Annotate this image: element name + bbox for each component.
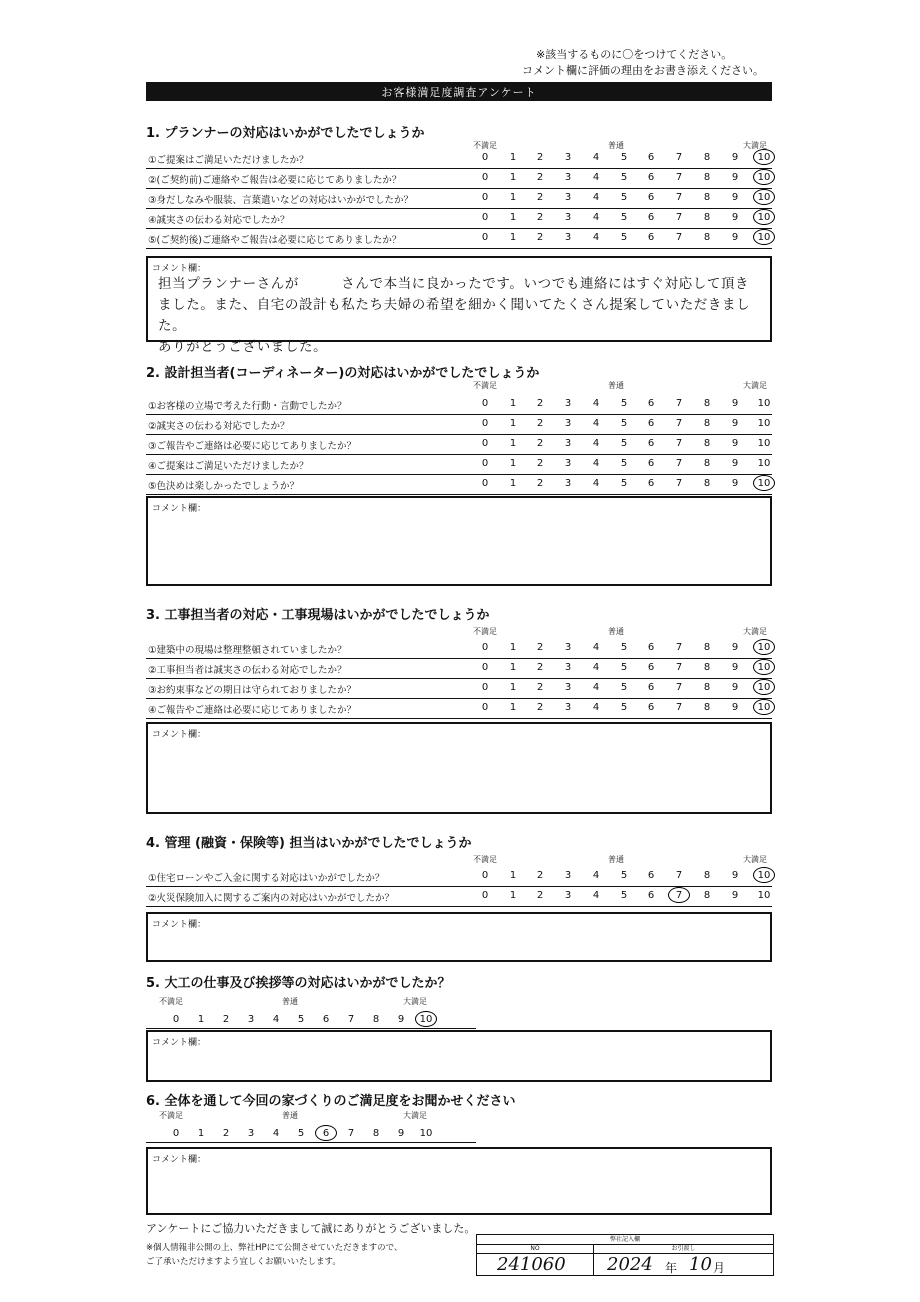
rating-option[interactable]: 9 <box>731 642 739 653</box>
rating-option[interactable]: 8 <box>372 1014 380 1025</box>
question-row <box>146 658 772 679</box>
scale-underline <box>146 1028 476 1029</box>
rating-option[interactable]: 0 <box>481 662 489 673</box>
rating-option[interactable]: 9 <box>731 438 739 449</box>
rating-option[interactable]: 2 <box>536 682 544 693</box>
rating-option[interactable]: 3 <box>564 232 572 243</box>
scale-label-mid: 普通 <box>282 1111 298 1120</box>
question-row <box>146 678 772 699</box>
question-text: ②工事担当者は誠実さの伝わる対応でしたか？ <box>148 665 347 676</box>
rating-option[interactable]: 7 <box>675 152 683 163</box>
rating-option[interactable]: 5 <box>620 458 628 469</box>
rating-option[interactable]: 1 <box>509 212 517 223</box>
question-text: ④ご報告やご連絡は必要に応じてありましたか？ <box>148 705 357 716</box>
rating-option[interactable]: 7 <box>675 212 683 223</box>
question-text: ①住宅ローンやご入金に関する対応はいかがでしたか？ <box>148 873 385 884</box>
rating-option[interactable]: 0 <box>172 1128 180 1139</box>
rating-option[interactable]: 0 <box>481 682 489 693</box>
record-number: 241060 <box>497 1254 566 1275</box>
section-1-comment-box[interactable] <box>146 256 772 355</box>
rating-option[interactable]: 4 <box>592 662 600 673</box>
rating-option[interactable]: 9 <box>731 398 739 409</box>
rating-option[interactable]: 1 <box>509 438 517 449</box>
rating-option[interactable]: 8 <box>703 192 711 203</box>
rating-option[interactable]: 1 <box>509 682 517 693</box>
section-6-title: 6. 全体を通して今回の家づくりのご満足度をお聞かせください <box>146 1094 516 1109</box>
rating-option[interactable]: 2 <box>222 1128 230 1139</box>
scale-label-mid: 普通 <box>608 381 624 390</box>
rating-option[interactable]: 1 <box>509 662 517 673</box>
rating-option[interactable]: 2 <box>536 152 544 163</box>
section-4-comment-box[interactable] <box>146 912 772 962</box>
rating-option[interactable]: 1 <box>509 192 517 203</box>
question-text: ⑤色決めは楽しかったでしょうか？ <box>148 481 300 492</box>
scale-label-low: 不満足 <box>473 141 497 150</box>
privacy-note-2: ご了承いただけますよう宜しくお願いいたします。 <box>146 1257 341 1267</box>
rating-option[interactable]: 8 <box>703 458 711 469</box>
scale-label-mid: 普通 <box>282 997 298 1006</box>
rating-option[interactable]: 5 <box>620 702 628 713</box>
rating-option[interactable]: 3 <box>564 890 572 901</box>
rating-option[interactable]: 4 <box>592 192 600 203</box>
rating-option[interactable]: 6 <box>647 192 655 203</box>
comment-label: コメント欄： <box>152 1155 207 1165</box>
rating-option[interactable]: 5 <box>620 438 628 449</box>
section-5-title: 5. 大工の仕事及び挨拶等の対応はいかがでしたか？ <box>146 976 451 991</box>
comment-label: コメント欄： <box>152 920 207 930</box>
rating-option[interactable]: 2 <box>536 172 544 183</box>
rating-option-selected[interactable]: 10 <box>753 229 775 245</box>
rating-option[interactable]: 4 <box>592 438 600 449</box>
rating-option-selected[interactable]: 7 <box>668 887 690 903</box>
rating-option[interactable]: 7 <box>675 192 683 203</box>
rating-option-selected[interactable]: 10 <box>753 189 775 205</box>
rating-option[interactable]: 7 <box>675 682 683 693</box>
section-1-title: 1. プランナーの対応はいかがでしたでしょうか <box>146 126 425 141</box>
rating-option[interactable]: 3 <box>564 172 572 183</box>
rating-option[interactable]: 9 <box>731 418 739 429</box>
rating-option[interactable]: 8 <box>703 478 711 489</box>
rating-option[interactable]: 6 <box>647 682 655 693</box>
rating-option[interactable]: 5 <box>620 418 628 429</box>
rating-option[interactable]: 0 <box>481 398 489 409</box>
section-1-comment-text <box>158 274 762 358</box>
rating-option[interactable]: 5 <box>620 192 628 203</box>
rating-option[interactable]: 5 <box>620 682 628 693</box>
rating-option[interactable]: 8 <box>703 232 711 243</box>
rating-option[interactable]: 0 <box>481 192 489 203</box>
question-row <box>146 454 772 475</box>
rating-option[interactable]: 0 <box>481 870 489 881</box>
rating-option[interactable]: 2 <box>536 212 544 223</box>
question-text: ①ご提案はご満足いただけましたか？ <box>148 155 309 166</box>
rating-option[interactable]: 2 <box>536 702 544 713</box>
question-text: ③身だしなみや服装、言葉遣いなどの対応はいかがでしたか？ <box>148 195 414 206</box>
rating-option[interactable]: 5 <box>297 1128 305 1139</box>
rating-option-selected[interactable]: 10 <box>753 659 775 675</box>
rating-option[interactable]: 9 <box>397 1014 405 1025</box>
rating-option[interactable]: 8 <box>703 702 711 713</box>
rating-option[interactable]: 9 <box>731 478 739 489</box>
question-text: ②誠実さの伝わる対応でしたか？ <box>148 421 290 432</box>
rating-option[interactable]: 6 <box>647 398 655 409</box>
rating-option[interactable]: 4 <box>592 398 600 409</box>
survey-title: お客様満足度調査アンケート <box>146 82 772 101</box>
year-unit: 年 <box>665 1261 678 1275</box>
rating-option[interactable]: 0 <box>172 1014 180 1025</box>
rating-option[interactable]: 4 <box>592 232 600 243</box>
rating-option[interactable]: 6 <box>647 438 655 449</box>
rating-option[interactable]: 1 <box>509 152 517 163</box>
comment-label: コメント欄： <box>152 1038 207 1048</box>
rating-option[interactable]: 9 <box>731 458 739 469</box>
rating-option[interactable]: 8 <box>372 1128 380 1139</box>
question-text: ④誠実さの伝わる対応でしたか？ <box>148 215 290 226</box>
instruction-note-2: コメント欄に評価の理由をお書き添えください。 <box>522 64 764 77</box>
rating-option[interactable]: 6 <box>647 890 655 901</box>
rating-option[interactable]: 2 <box>536 890 544 901</box>
rating-option[interactable]: 8 <box>703 172 711 183</box>
rating-option[interactable]: 1 <box>509 870 517 881</box>
rating-option[interactable]: 7 <box>675 870 683 881</box>
rating-option[interactable]: 8 <box>703 870 711 881</box>
question-row <box>146 188 772 209</box>
privacy-note: ※個人情報非公開の上、弊社HPにて公開させていただきますので、 <box>146 1243 403 1253</box>
question-row <box>146 148 772 169</box>
section-3-title: 3. 工事担当者の対応・工事現場はいかがでしたでしょうか <box>146 608 490 623</box>
rating-option[interactable]: 4 <box>592 458 600 469</box>
rating-option[interactable]: 1 <box>509 232 517 243</box>
rating-option[interactable]: 0 <box>481 438 489 449</box>
rating-option[interactable]: 1 <box>509 642 517 653</box>
rating-option[interactable]: 7 <box>675 232 683 243</box>
rating-option[interactable]: 6 <box>647 458 655 469</box>
rating-option-selected[interactable]: 10 <box>753 475 775 491</box>
rating-option[interactable]: 9 <box>731 232 739 243</box>
rating-option[interactable]: 0 <box>481 458 489 469</box>
rating-option[interactable]: 1 <box>509 172 517 183</box>
rating-option[interactable]: 10 <box>757 418 771 429</box>
rating-option[interactable]: 2 <box>536 458 544 469</box>
scale-underline <box>146 1142 476 1143</box>
rating-option[interactable]: 2 <box>536 438 544 449</box>
question-row <box>146 208 772 229</box>
rating-option[interactable]: 3 <box>247 1128 255 1139</box>
month-unit: 月 <box>713 1261 726 1275</box>
comment-label: コメント欄： <box>152 504 207 514</box>
rating-option[interactable]: 7 <box>675 642 683 653</box>
rating-option[interactable]: 6 <box>647 478 655 489</box>
rating-option[interactable]: 4 <box>592 702 600 713</box>
rating-option[interactable]: 10 <box>757 458 771 469</box>
rating-option[interactable]: 6 <box>647 642 655 653</box>
question-text: ③お約束事などの期日は守られておりましたか？ <box>148 685 357 696</box>
rating-option[interactable]: 4 <box>592 418 600 429</box>
rating-option[interactable]: 2 <box>536 870 544 881</box>
rating-option[interactable]: 1 <box>197 1128 205 1139</box>
section-3-comment-box[interactable] <box>146 722 772 814</box>
rating-option[interactable]: 1 <box>197 1014 205 1025</box>
rating-option[interactable]: 7 <box>675 458 683 469</box>
rating-option[interactable]: 5 <box>620 870 628 881</box>
rating-option[interactable]: 5 <box>620 212 628 223</box>
rating-option[interactable]: 8 <box>703 662 711 673</box>
rating-option[interactable]: 0 <box>481 172 489 183</box>
rating-option[interactable]: 4 <box>272 1014 280 1025</box>
rating-option[interactable]: 4 <box>272 1128 280 1139</box>
no-column-header: NO <box>477 1244 594 1254</box>
rating-option[interactable]: 10 <box>757 398 771 409</box>
rating-option[interactable]: 6 <box>647 232 655 243</box>
rating-option[interactable]: 4 <box>592 478 600 489</box>
rating-option[interactable]: 5 <box>620 172 628 183</box>
rating-option[interactable]: 3 <box>564 870 572 881</box>
rating-option[interactable]: 2 <box>536 642 544 653</box>
rating-option-selected[interactable]: 10 <box>753 169 775 185</box>
question-row <box>146 168 772 189</box>
rating-option-selected[interactable]: 10 <box>753 209 775 225</box>
rating-option[interactable]: 3 <box>564 642 572 653</box>
rating-option[interactable]: 3 <box>564 438 572 449</box>
rating-option-selected[interactable]: 6 <box>315 1125 337 1141</box>
rating-option[interactable]: 2 <box>536 478 544 489</box>
rating-option[interactable]: 5 <box>620 398 628 409</box>
rating-option[interactable]: 5 <box>620 662 628 673</box>
rating-option[interactable]: 9 <box>731 682 739 693</box>
rating-option[interactable]: 7 <box>675 172 683 183</box>
rating-option[interactable]: 9 <box>731 890 739 901</box>
rating-option[interactable]: 9 <box>731 152 739 163</box>
section-5-comment-box[interactable] <box>146 1030 772 1082</box>
rating-option[interactable]: 0 <box>481 642 489 653</box>
scale-label-low: 不満足 <box>473 381 497 390</box>
comment-label: コメント欄： <box>152 264 207 274</box>
rating-option[interactable]: 8 <box>703 890 711 901</box>
rating-option[interactable]: 9 <box>731 702 739 713</box>
rating-option-selected[interactable]: 10 <box>753 149 775 165</box>
rating-option[interactable]: 3 <box>564 192 572 203</box>
rating-option[interactable]: 8 <box>703 438 711 449</box>
rating-option-selected[interactable]: 10 <box>753 867 775 883</box>
comment-label: コメント欄： <box>152 730 207 740</box>
rating-option[interactable]: 1 <box>509 418 517 429</box>
rating-option[interactable]: 3 <box>564 702 572 713</box>
rating-option[interactable]: 5 <box>620 642 628 653</box>
rating-option[interactable]: 3 <box>564 418 572 429</box>
rating-option[interactable]: 0 <box>481 890 489 901</box>
rating-option[interactable]: 0 <box>481 478 489 489</box>
scale-label-low: 不満足 <box>473 627 497 636</box>
question-row <box>146 414 772 435</box>
question-row <box>146 698 772 719</box>
rating-option[interactable]: 3 <box>564 662 572 673</box>
rating-option[interactable]: 4 <box>592 870 600 881</box>
rating-option[interactable]: 1 <box>509 890 517 901</box>
handover-column-header: お引渡し <box>594 1244 773 1254</box>
scale-label-high: 大満足 <box>743 381 767 390</box>
rating-option[interactable]: 7 <box>675 702 683 713</box>
handover-month: 10 <box>689 1254 712 1275</box>
rating-option[interactable]: 10 <box>757 890 771 901</box>
scale-label-mid: 普通 <box>608 141 624 150</box>
rating-option[interactable]: 7 <box>675 478 683 489</box>
rating-option[interactable]: 4 <box>592 890 600 901</box>
rating-option[interactable]: 3 <box>564 152 572 163</box>
rating-option[interactable]: 7 <box>675 438 683 449</box>
rating-option[interactable]: 9 <box>731 662 739 673</box>
rating-option[interactable]: 7 <box>675 398 683 409</box>
rating-option[interactable]: 9 <box>731 192 739 203</box>
rating-option[interactable]: 3 <box>247 1014 255 1025</box>
scale-label-mid: 普通 <box>608 855 624 864</box>
rating-option[interactable]: 9 <box>731 212 739 223</box>
instruction-note: ※該当するものに〇をつけてください。 <box>536 48 733 61</box>
rating-option[interactable]: 6 <box>647 662 655 673</box>
comment-line: ました。また、自宅の設計も私たち夫婦の希望を細かく聞いてたくさん提案していただきました。 <box>158 297 751 334</box>
question-text: ①建築中の現場は整理整頓されていましたか？ <box>148 645 347 656</box>
rating-option[interactable]: 2 <box>536 418 544 429</box>
rating-option[interactable]: 8 <box>703 642 711 653</box>
question-row <box>146 866 772 887</box>
rating-option[interactable]: 0 <box>481 152 489 163</box>
rating-option[interactable]: 5 <box>620 890 628 901</box>
rating-option[interactable]: 6 <box>647 418 655 429</box>
rating-option[interactable]: 8 <box>703 418 711 429</box>
rating-option[interactable]: 8 <box>703 212 711 223</box>
question-text: ⑤(ご契約後)ご連絡やご報告は必要に応じてありましたか？ <box>148 235 402 246</box>
scale-label-high: 大満足 <box>403 997 427 1006</box>
rating-option[interactable]: 5 <box>620 152 628 163</box>
rating-option[interactable]: 5 <box>620 232 628 243</box>
scale-label-mid: 普通 <box>608 627 624 636</box>
scale-label-high: 大満足 <box>403 1111 427 1120</box>
question-row <box>146 434 772 455</box>
rating-option-selected[interactable]: 10 <box>415 1011 437 1027</box>
rating-option-selected[interactable]: 10 <box>753 639 775 655</box>
rating-option[interactable]: 4 <box>592 682 600 693</box>
section-6-comment-box[interactable] <box>146 1147 772 1215</box>
scale-label-high: 大満足 <box>743 141 767 150</box>
rating-option[interactable]: 8 <box>703 682 711 693</box>
question-row <box>146 474 772 495</box>
rating-option-selected[interactable]: 10 <box>753 679 775 695</box>
rating-option[interactable]: 6 <box>647 172 655 183</box>
rating-option[interactable]: 4 <box>592 642 600 653</box>
question-text: ②火災保険加入に関するご案内の対応はいかがでしたか？ <box>148 893 395 904</box>
question-row <box>146 228 772 249</box>
comment-line: 担当プランナーさんが さんで本当に良かったです。いつでも連絡にはすぐ対応して頂き <box>158 276 750 292</box>
rating-option[interactable]: 1 <box>509 478 517 489</box>
question-text: ②(ご契約前)ご連絡やご報告は必要に応じてありましたか？ <box>148 175 402 186</box>
rating-option[interactable]: 0 <box>481 418 489 429</box>
rating-option[interactable]: 6 <box>647 870 655 881</box>
rating-option[interactable]: 8 <box>703 152 711 163</box>
rating-option[interactable]: 9 <box>731 172 739 183</box>
question-row <box>146 394 772 415</box>
rating-option[interactable]: 6 <box>647 212 655 223</box>
rating-option[interactable]: 3 <box>564 212 572 223</box>
rating-option[interactable]: 0 <box>481 212 489 223</box>
rating-option-selected[interactable]: 10 <box>753 699 775 715</box>
rating-option[interactable]: 9 <box>731 870 739 881</box>
rating-option[interactable]: 3 <box>564 478 572 489</box>
rating-option[interactable]: 6 <box>322 1014 330 1025</box>
question-row <box>146 638 772 659</box>
rating-option[interactable]: 1 <box>509 458 517 469</box>
question-text: ④ご提案はご満足いただけましたか？ <box>148 461 309 472</box>
scale-label-high: 大満足 <box>743 855 767 864</box>
rating-option[interactable]: 7 <box>675 662 683 673</box>
rating-option[interactable]: 6 <box>647 152 655 163</box>
rating-option[interactable]: 3 <box>564 458 572 469</box>
scale-label-low: 不満足 <box>473 855 497 864</box>
section-2-title: 2. 設計担当者(コーディネーター)の対応はいかがでしたでしょうか <box>146 366 540 381</box>
rating-option[interactable]: 5 <box>297 1014 305 1025</box>
office-use-header: 弊社記入欄 <box>477 1235 773 1245</box>
scale-label-high: 大満足 <box>743 627 767 636</box>
section-4-title: 4. 管理 (融資・保険等) 担当はいかがでしたでしょうか <box>146 836 472 851</box>
rating-option[interactable]: 6 <box>647 702 655 713</box>
rating-option[interactable]: 10 <box>419 1128 433 1139</box>
rating-option[interactable]: 2 <box>536 232 544 243</box>
rating-option[interactable]: 2 <box>222 1014 230 1025</box>
rating-option[interactable]: 0 <box>481 232 489 243</box>
rating-option[interactable]: 8 <box>703 398 711 409</box>
rating-option[interactable]: 0 <box>481 702 489 713</box>
comment-line: ありがとうございました。 <box>158 339 328 355</box>
question-text: ①お客様の立場で考えた行動・言動でしたか？ <box>148 401 347 412</box>
rating-option[interactable]: 5 <box>620 478 628 489</box>
rating-option[interactable]: 4 <box>592 172 600 183</box>
section-2-comment-box[interactable] <box>146 496 772 586</box>
office-use-box <box>476 1234 774 1276</box>
rating-option[interactable]: 3 <box>564 398 572 409</box>
rating-option[interactable]: 1 <box>509 702 517 713</box>
rating-option[interactable]: 7 <box>675 418 683 429</box>
question-text: ③ご報告やご連絡は必要に応じてありましたか？ <box>148 441 357 452</box>
question-row <box>146 886 772 907</box>
rating-option[interactable]: 2 <box>536 662 544 673</box>
thanks-text: アンケートにご協力いただきまして誠にありがとうございました。 <box>146 1222 476 1235</box>
rating-option[interactable]: 9 <box>397 1128 405 1139</box>
scale-label-low: 不満足 <box>159 1111 183 1120</box>
rating-option[interactable]: 4 <box>592 152 600 163</box>
rating-option[interactable]: 7 <box>347 1014 355 1025</box>
rating-option[interactable]: 1 <box>509 398 517 409</box>
rating-option[interactable]: 4 <box>592 212 600 223</box>
rating-option[interactable]: 2 <box>536 192 544 203</box>
rating-option[interactable]: 3 <box>564 682 572 693</box>
rating-option[interactable]: 10 <box>757 438 771 449</box>
rating-option[interactable]: 7 <box>347 1128 355 1139</box>
scale-label-low: 不満足 <box>159 997 183 1006</box>
handover-year: 2024 <box>607 1254 653 1275</box>
rating-option[interactable]: 2 <box>536 398 544 409</box>
